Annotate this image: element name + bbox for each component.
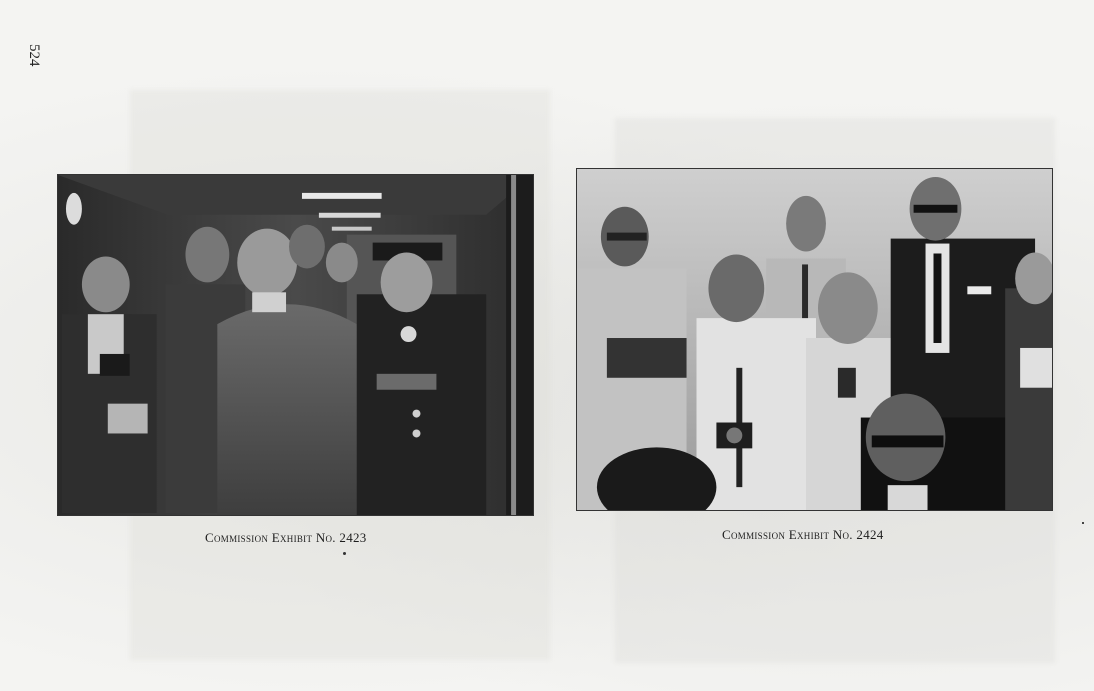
- exhibit-2424-caption: Commission Exhibit No. 2424: [722, 527, 884, 542]
- margin-mark: [1082, 522, 1084, 524]
- stray-dot: [343, 552, 346, 555]
- page-number: 524: [26, 44, 42, 67]
- hallway-scene-image: [58, 175, 533, 515]
- exhibit-2424-photo: [576, 168, 1053, 511]
- exhibit-2423-photo: [57, 174, 534, 516]
- press-group-image: [577, 169, 1052, 510]
- exhibit-2423-caption: Commission Exhibit No. 2423: [205, 530, 367, 545]
